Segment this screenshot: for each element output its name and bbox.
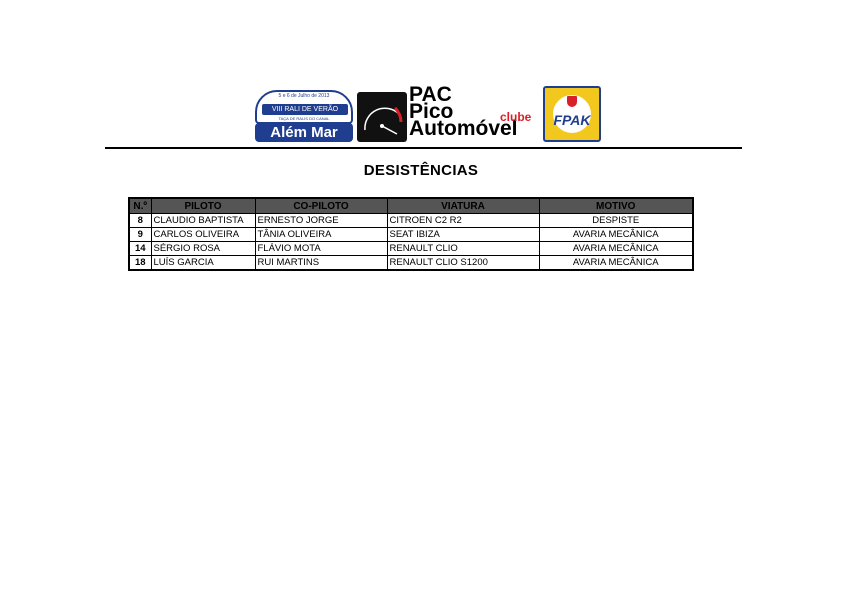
rali-subtitle: TAÇA DE RALIS DO CANAL — [278, 116, 330, 121]
cell-num: 8 — [129, 214, 151, 228]
cell-copiloto: ERNESTO JORGE — [255, 214, 387, 228]
header-motivo: MOTIVO — [539, 198, 693, 214]
cell-motivo: AVARIA MECÂNICA — [539, 228, 693, 242]
cell-motivo: AVARIA MECÂNICA — [539, 256, 693, 271]
fpak-logo — [543, 86, 601, 142]
cell-motivo: AVARIA MECÂNICA — [539, 242, 693, 256]
header-piloto: PILOTO — [151, 198, 255, 214]
header-divider — [105, 147, 742, 149]
page-title: DESISTÊNCIAS — [363, 162, 479, 179]
cell-piloto: LUÍS GARCIA — [151, 256, 255, 271]
table-row — [129, 256, 693, 271]
rali-logo — [255, 90, 353, 142]
cell-piloto: CLAUDIO BAPTISTA — [151, 214, 255, 228]
table-header-row — [129, 198, 693, 214]
cell-viatura: RENAULT CLIO S1200 — [387, 256, 539, 271]
cell-motivo: DESPISTE — [539, 214, 693, 228]
pac-wordmark: PAC Pico Automóvel — [409, 83, 518, 140]
withdrawals-table — [128, 197, 694, 271]
cell-viatura: CITROEN C2 R2 — [387, 214, 539, 228]
pac-clube: clube — [500, 110, 532, 124]
cell-piloto: SÉRGIO ROSA — [151, 242, 255, 256]
fpak-text: FPAK — [553, 112, 591, 128]
cell-num: 18 — [129, 256, 151, 271]
header-viatura: VIATURA — [387, 198, 539, 214]
cell-copiloto: TÂNIA OLIVEIRA — [255, 228, 387, 242]
cell-viatura: RENAULT CLIO — [387, 242, 539, 256]
cell-copiloto: FLÁVIO MOTA — [255, 242, 387, 256]
rali-name: Além Mar — [255, 123, 353, 142]
cell-num: 14 — [129, 242, 151, 256]
pac-logo — [357, 83, 537, 144]
portugal-shield-icon — [567, 96, 577, 107]
cell-copiloto: RUI MARTINS — [255, 256, 387, 271]
tachometer-icon — [357, 92, 407, 142]
cell-piloto: CARLOS OLIVEIRA — [151, 228, 255, 242]
header-num: N.º — [129, 198, 151, 214]
table-row — [129, 228, 693, 242]
table-row — [129, 214, 693, 228]
table-row — [129, 242, 693, 256]
header-logos — [253, 83, 613, 144]
rali-edition: VIII RALI DE VERÃO — [262, 104, 348, 115]
cell-viatura: SEAT IBIZA — [387, 228, 539, 242]
header-copiloto: CO-PILOTO — [255, 198, 387, 214]
rali-dates: 5 e 6 de Julho de 2013 — [278, 93, 330, 99]
cell-num: 9 — [129, 228, 151, 242]
